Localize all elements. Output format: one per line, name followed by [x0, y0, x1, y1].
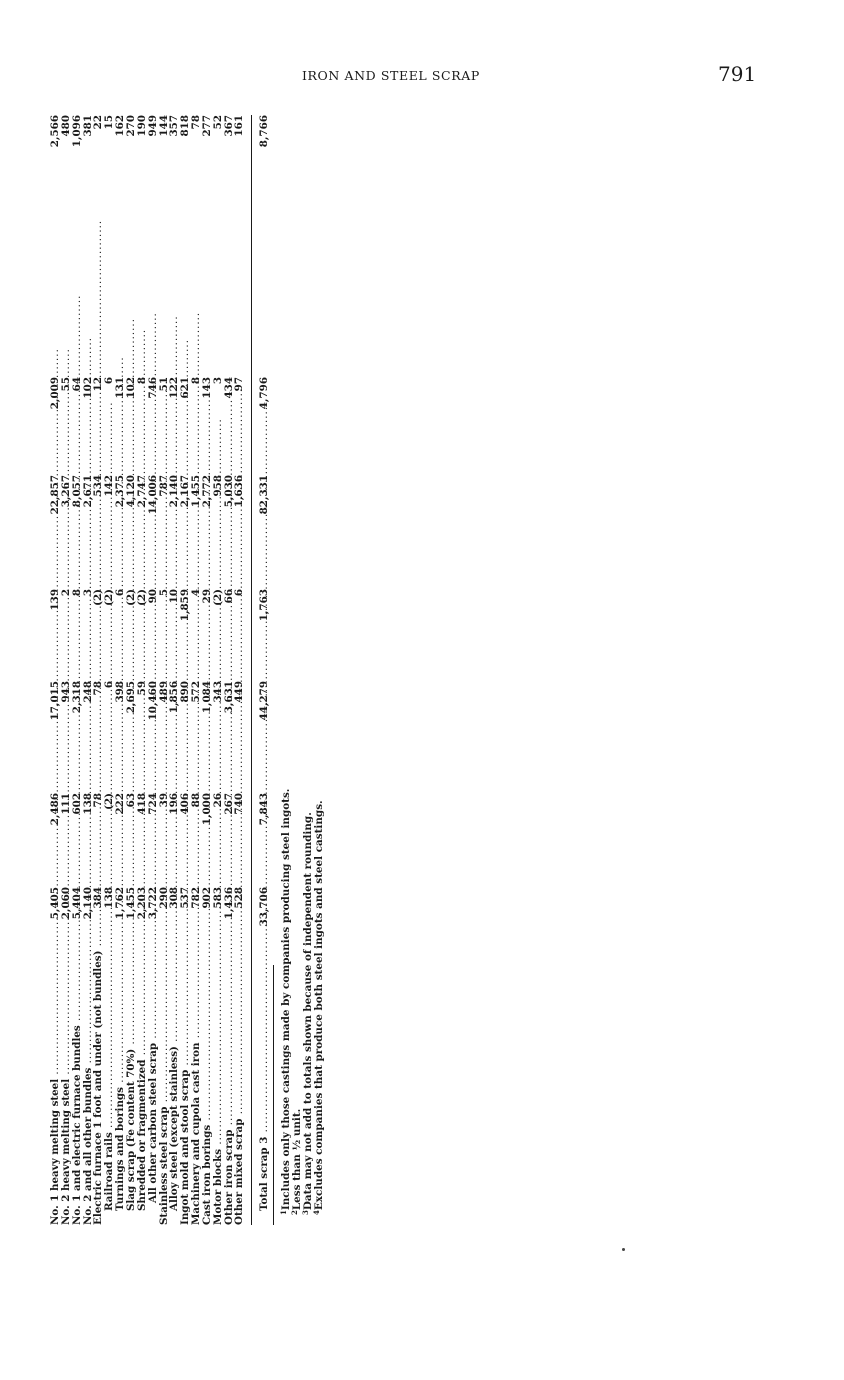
cell-value: 2,375: [114, 475, 127, 508]
cell-value: 78: [92, 793, 105, 808]
total-value: 82,331: [258, 475, 271, 515]
row-label: All other carbon steel scrap .....: [148, 969, 159, 1203]
total-value: 33,706: [258, 887, 271, 927]
row-label: No. 2 and all other bundles .....: [83, 969, 94, 1225]
cell-value: 88: [190, 793, 203, 808]
cell-value: 139: [49, 589, 61, 611]
cell-value: 29: [200, 589, 213, 604]
cell-value: 26: [211, 793, 224, 808]
cell-value: 4: [190, 589, 203, 597]
cell-value: 2,772: [200, 475, 213, 508]
cell-value: 724: [146, 793, 159, 815]
cell-value: 572: [190, 681, 203, 703]
cell-value: 528: [233, 887, 246, 909]
cell-value: 222: [114, 793, 127, 815]
total-value: 7,843: [258, 793, 271, 826]
cell-value: 196: [168, 793, 181, 815]
cell-value: 1,455: [190, 475, 203, 508]
cell-value: 534: [92, 475, 105, 497]
cell-value: 4,120: [124, 475, 137, 508]
cell-value: 2: [59, 589, 72, 597]
cell-value: 818: [179, 115, 192, 137]
cell-value: 63: [124, 793, 137, 808]
cell-value: 143: [200, 377, 213, 399]
total-rule: [251, 115, 252, 1225]
cell-value: 902: [200, 887, 213, 909]
cell-value: 602: [70, 793, 83, 815]
cell-value: 277: [200, 115, 213, 137]
cell-value: 5,405: [49, 887, 61, 920]
cell-value: 1,084: [200, 681, 213, 714]
cell-value: 367: [222, 115, 235, 137]
cell-value: 3: [81, 589, 94, 597]
cell-value: 2,203: [135, 887, 148, 920]
footnote-rule: [273, 965, 274, 1225]
cell-value: 162: [114, 115, 127, 137]
cell-value: 1,096: [70, 115, 83, 148]
total-value: 1,763: [258, 589, 271, 622]
page-number: 791: [718, 62, 757, 86]
cell-value: 138: [103, 887, 116, 909]
cell-value: 10: [168, 589, 181, 604]
cell-value: 740: [233, 793, 246, 815]
cell-value: 14,006: [146, 475, 159, 515]
table-row: [148, 115, 159, 1225]
cell-value: 958: [211, 475, 224, 497]
cell-value: 3,722: [146, 887, 159, 920]
cell-value: 248: [81, 681, 94, 703]
cell-value: 489: [157, 681, 170, 703]
cell-value: 2,060: [59, 887, 72, 920]
cell-value: 22,857: [49, 475, 61, 515]
cell-value: (2): [103, 589, 116, 606]
total-value: 44,279: [258, 681, 271, 721]
row-label: Shredded or fragmentized .....: [137, 969, 148, 1211]
cell-value: (2): [124, 589, 137, 606]
cell-value: 480: [59, 115, 72, 137]
total-row: [259, 115, 270, 1225]
cell-value: 78: [92, 681, 105, 696]
cell-value: 15: [103, 115, 116, 130]
cell-value: (2): [92, 589, 105, 606]
cell-value: 144: [157, 115, 170, 137]
cell-value: 8,057: [70, 475, 83, 508]
cell-value: 10,460: [146, 681, 159, 721]
cell-value: 2,140: [168, 475, 181, 508]
cell-value: 406: [179, 793, 192, 815]
total-value: 4,796: [258, 377, 271, 410]
cell-value: (2): [103, 793, 116, 810]
cell-value: 1,636: [233, 475, 246, 508]
footnote-text: Excludes companies that produce both steel ingots and steel castings.: [313, 800, 325, 1211]
row-label: Electric furnace 1 foot and under (not bundles) .....: [93, 969, 104, 1225]
footnote-mark: 1: [279, 1210, 289, 1215]
cell-value: 122: [168, 377, 181, 399]
cell-value: 142: [103, 475, 116, 497]
cell-value: 2,695: [124, 681, 137, 714]
cell-value: 267: [222, 793, 235, 815]
cell-value: 1,455: [124, 887, 137, 920]
row-label: Motor blocks .....: [213, 969, 224, 1225]
scrap-consumption-table: [50, 115, 380, 1225]
page-header: [0, 62, 844, 92]
total-value: 8,766: [258, 115, 271, 148]
cell-value: 161: [233, 115, 246, 137]
cell-value: 131: [114, 377, 127, 399]
cell-value: 2,566: [49, 115, 61, 148]
footnote-mark: 2: [290, 1210, 300, 1215]
total-label: Total scrap 3 .....: [259, 969, 270, 1211]
footnote-text: Data may not add to totals shown because of independent rounding.: [302, 812, 315, 1211]
table-row: [234, 115, 245, 1225]
cell-value: 17,015: [49, 681, 61, 721]
cell-value: 6: [114, 589, 127, 597]
cell-value: 782: [190, 887, 203, 909]
cell-value: 308: [168, 887, 181, 909]
cell-value: 1,856: [168, 681, 181, 714]
row-label: Stainless steel scrap .....: [159, 969, 170, 1225]
cell-value: 97: [233, 377, 246, 392]
cell-value: 111: [59, 793, 72, 815]
cell-value: 52: [211, 115, 224, 130]
cell-value: 2,140: [81, 887, 94, 920]
cell-value: 12: [92, 377, 105, 392]
cell-value: 583: [211, 887, 224, 909]
cell-value: 270: [124, 115, 137, 137]
cell-value: 1,859: [179, 589, 192, 622]
cell-value: 51: [157, 377, 170, 392]
cell-value: 8: [135, 377, 148, 385]
cell-value: (2): [211, 589, 224, 606]
cell-value: 5,030: [222, 475, 235, 508]
cell-value: 64: [70, 377, 83, 392]
cell-value: 1,000: [200, 793, 213, 826]
cell-value: 8: [70, 589, 83, 597]
cell-value: 39: [157, 793, 170, 808]
cell-value: 5,404: [70, 887, 83, 920]
cell-value: 5: [157, 589, 170, 597]
cell-value: 537: [179, 887, 192, 909]
cell-value: 357: [168, 115, 181, 137]
row-label: No. 2 heavy melting steel .....: [61, 969, 72, 1225]
cell-value: 949: [146, 115, 159, 137]
cell-value: 90: [146, 589, 159, 604]
row-label: Ingot mold and stool scrap .....: [180, 969, 191, 1225]
cell-value: 3: [211, 377, 224, 385]
cell-value: 66: [222, 589, 235, 604]
cell-value: 1,436: [222, 887, 235, 920]
footnote-mark: 3: [301, 1210, 311, 1215]
row-label: Slag scrap (Fe content 70%) .....: [126, 969, 137, 1211]
footnote-text: Less than ½ unit.: [291, 1108, 304, 1211]
cell-value: 78: [190, 115, 203, 130]
cell-value: 746: [146, 377, 159, 399]
row-label: Railroad rails .....: [104, 969, 115, 1211]
cell-value: 2,671: [81, 475, 94, 508]
cell-value: 621: [179, 377, 192, 399]
cell-value: 138: [81, 793, 94, 815]
cell-value: 6: [103, 377, 116, 385]
row-label: Other iron scrap .....: [224, 969, 235, 1225]
cell-value: 3,631: [222, 681, 235, 714]
running-title: IRON AND STEEL SCRAP: [302, 68, 480, 83]
cell-value: 2,318: [70, 681, 83, 714]
row-label: No. 1 heavy melting steel .....: [50, 969, 61, 1225]
cell-value: 381: [81, 115, 94, 137]
cell-value: 102: [124, 377, 137, 399]
scan-speck: [622, 1248, 625, 1251]
footnote: [312, 800, 325, 1215]
cell-value: 290: [157, 887, 170, 909]
cell-value: 6: [103, 681, 116, 689]
cell-value: 2,167: [179, 475, 192, 508]
row-label: Cast iron borings .....: [202, 969, 213, 1225]
cell-value: 1,762: [114, 887, 127, 920]
cell-value: 434: [222, 377, 235, 399]
cell-value: 787: [157, 475, 170, 497]
cell-value: 384: [92, 887, 105, 909]
cell-value: 190: [135, 115, 148, 137]
cell-value: 418: [135, 793, 148, 815]
cell-value: 59: [135, 681, 148, 696]
cell-value: 2,747: [135, 475, 148, 508]
cell-value: 890: [179, 681, 192, 703]
footnote-mark: 4: [312, 1210, 321, 1215]
cell-value: 55: [59, 377, 72, 392]
row-label: Turnings and borings .....: [115, 969, 126, 1211]
cell-value: 8: [190, 377, 203, 385]
cell-value: 343: [211, 681, 224, 703]
cell-value: 398: [114, 681, 127, 703]
cell-value: 943: [59, 681, 72, 703]
row-label: Other mixed scrap .....: [234, 969, 245, 1225]
cell-value: 102: [81, 377, 94, 399]
cell-value: (2): [135, 589, 148, 606]
cell-value: 2,486: [49, 793, 61, 826]
cell-value: 22: [92, 115, 105, 130]
row-label: Alloy steel (except stainless) .....: [169, 969, 180, 1211]
cell-value: 2,009: [49, 377, 61, 410]
row-label: No. 1 and electric furnace bundles .....: [72, 969, 83, 1225]
cell-value: 449: [233, 681, 246, 703]
cell-value: 3,267: [59, 475, 72, 508]
cell-value: 6: [233, 589, 246, 597]
footnote-text: Includes only those castings made by companies producing steel ingots.: [280, 788, 293, 1211]
row-label: Machinery and cupola cast iron .....: [191, 969, 202, 1225]
